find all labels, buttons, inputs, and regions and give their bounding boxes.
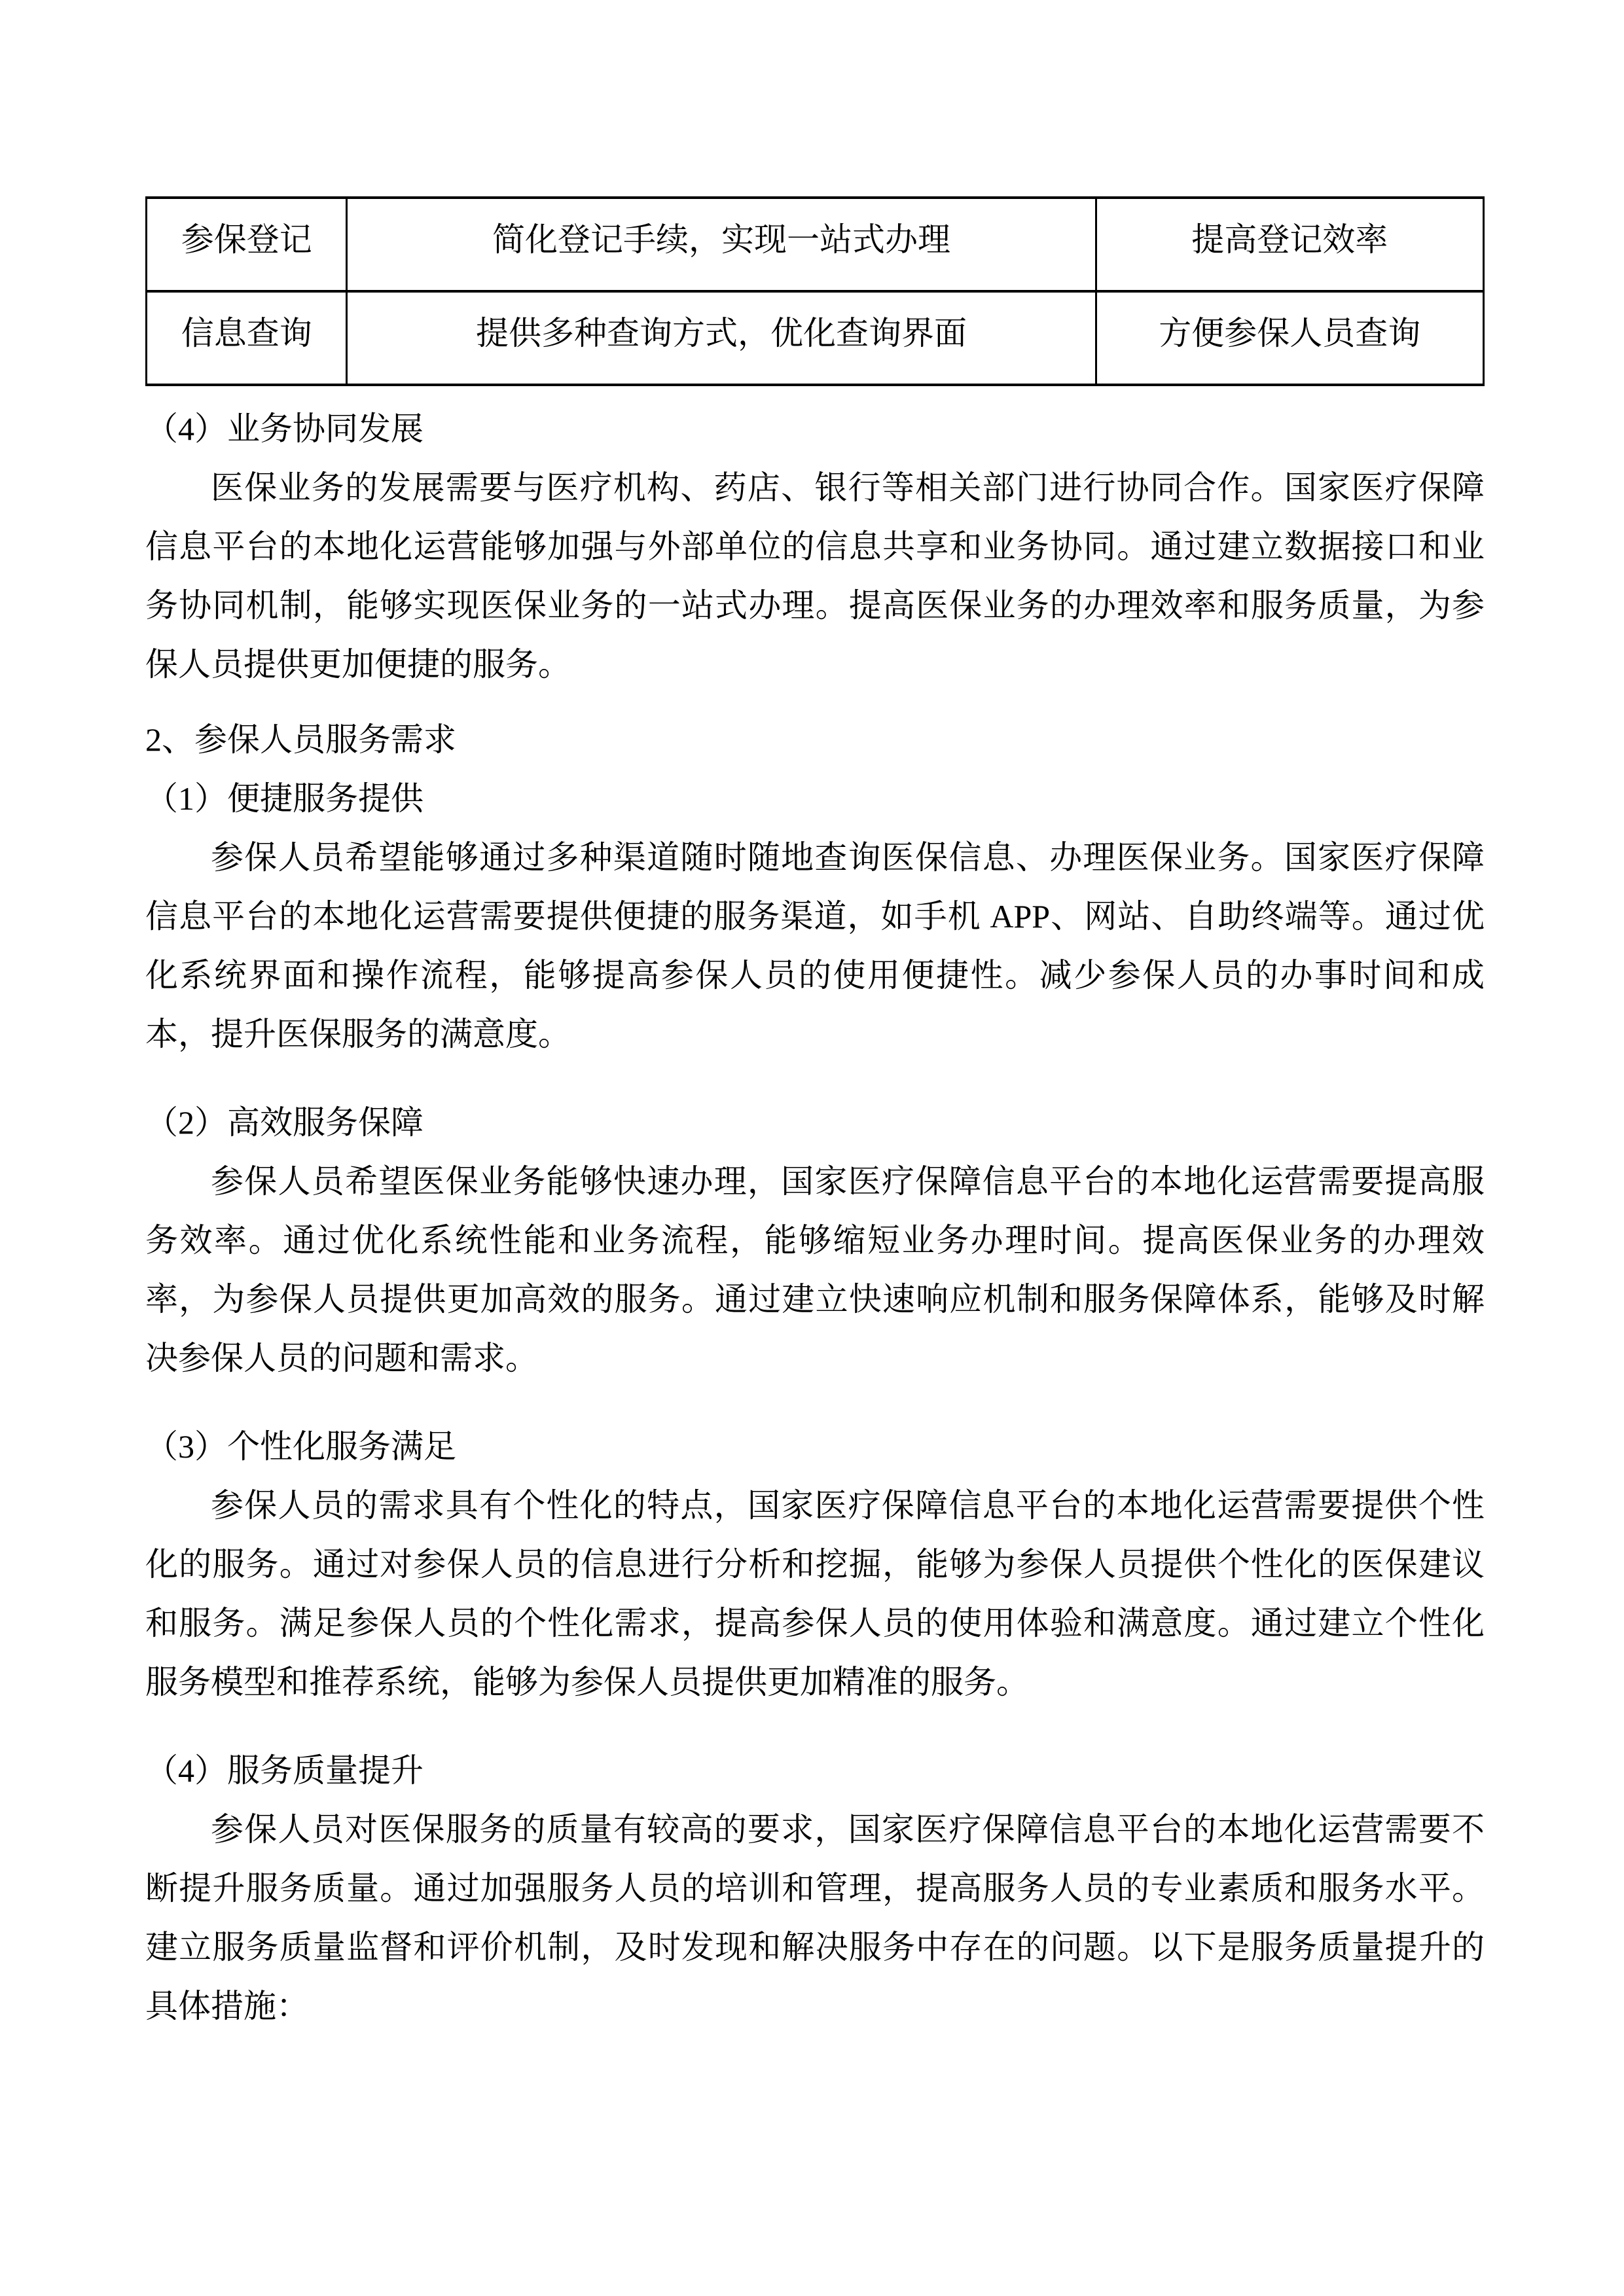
subsection-heading-convenient-service: （1）便捷服务提供 <box>145 780 424 817</box>
paragraph-convenient-service: 参保人员希望能够通过多种渠道随时随地查询医保信息、办理医保业务。国家医疗保障信息平台的本地化运营需要提供便捷的服务渠道，如手机 APP、网站、自助终端等。通过优化系统界面和操作流程，能够提高参保人员的使用便捷性。减少参保人员的办事时间和成本，提升医保服务的满意度。 <box>145 839 1485 1052</box>
subsection-heading-efficient-service: （2）高效服务保障 <box>145 1104 424 1141</box>
table-cell-effect: 方便参保人员查询 <box>1096 291 1483 385</box>
table-cell-effect: 提高登记效率 <box>1096 198 1483 291</box>
table-row <box>147 198 1484 291</box>
chapter-heading-insured-service-needs: 2、参保人员服务需求 <box>145 721 456 758</box>
document-page <box>145 196 1485 2036</box>
table-cell-detail: 提供多种查询方式，优化查询界面 <box>347 291 1096 385</box>
paragraph-business-collaboration: 医保业务的发展需要与医疗机构、药店、银行等相关部门进行协同合作。国家医疗保障信息平台的本地化运营能够加强与外部单位的信息共享和业务协同。通过建立数据接口和业务协同机制，能够实现医保业务的一站式办理。提高医保业务的办理效率和服务质量，为参保人员提供更加便捷的服务。 <box>145 469 1485 683</box>
paragraph-efficient-service: 参保人员希望医保业务能够快速办理，国家医疗保障信息平台的本地化运营需要提高服务效率。通过优化系统性能和业务流程，能够缩短业务办理时间。提高医保业务的办理效率，为参保人员提供更加高效的服务。通过建立快速响应机制和服务保障体系，能够及时解决参保人员的问题和需求。 <box>145 1163 1485 1376</box>
subsection-heading-service-quality: （4）服务质量提升 <box>145 1752 424 1789</box>
table-cell-item: 参保登记 <box>147 198 347 291</box>
table-row <box>147 291 1484 385</box>
paragraph-service-quality: 参保人员对医保服务的质量有较高的要求，国家医疗保障信息平台的本地化运营需要不断提升服务质量。通过加强服务人员的培训和管理，提高服务人员的专业素质和服务水平。建立服务质量监督和评价机制，及时发现和解决服务中存在的问题。以下是服务质量提升的具体措施： <box>145 1811 1485 2024</box>
table-cell-detail: 简化登记手续，实现一站式办理 <box>347 198 1096 291</box>
subsection-heading-personalized-service: （3）个性化服务满足 <box>145 1428 456 1465</box>
section-heading-business-collaboration: （4）业务协同发展 <box>145 410 424 447</box>
paragraph-personalized-service: 参保人员的需求具有个性化的特点，国家医疗保障信息平台的本地化运营需要提供个性化的服务。通过对参保人员的信息进行分析和挖掘，能够为参保人员提供个性化的医保建议和服务。满足参保人员的个性化需求，提高参保人员的使用体验和满意度。通过建立个性化服务模型和推荐系统，能够为参保人员提供更加精准的服务。 <box>145 1487 1485 1700</box>
table-cell-item: 信息查询 <box>147 291 347 385</box>
service-measures-table <box>145 196 1485 386</box>
